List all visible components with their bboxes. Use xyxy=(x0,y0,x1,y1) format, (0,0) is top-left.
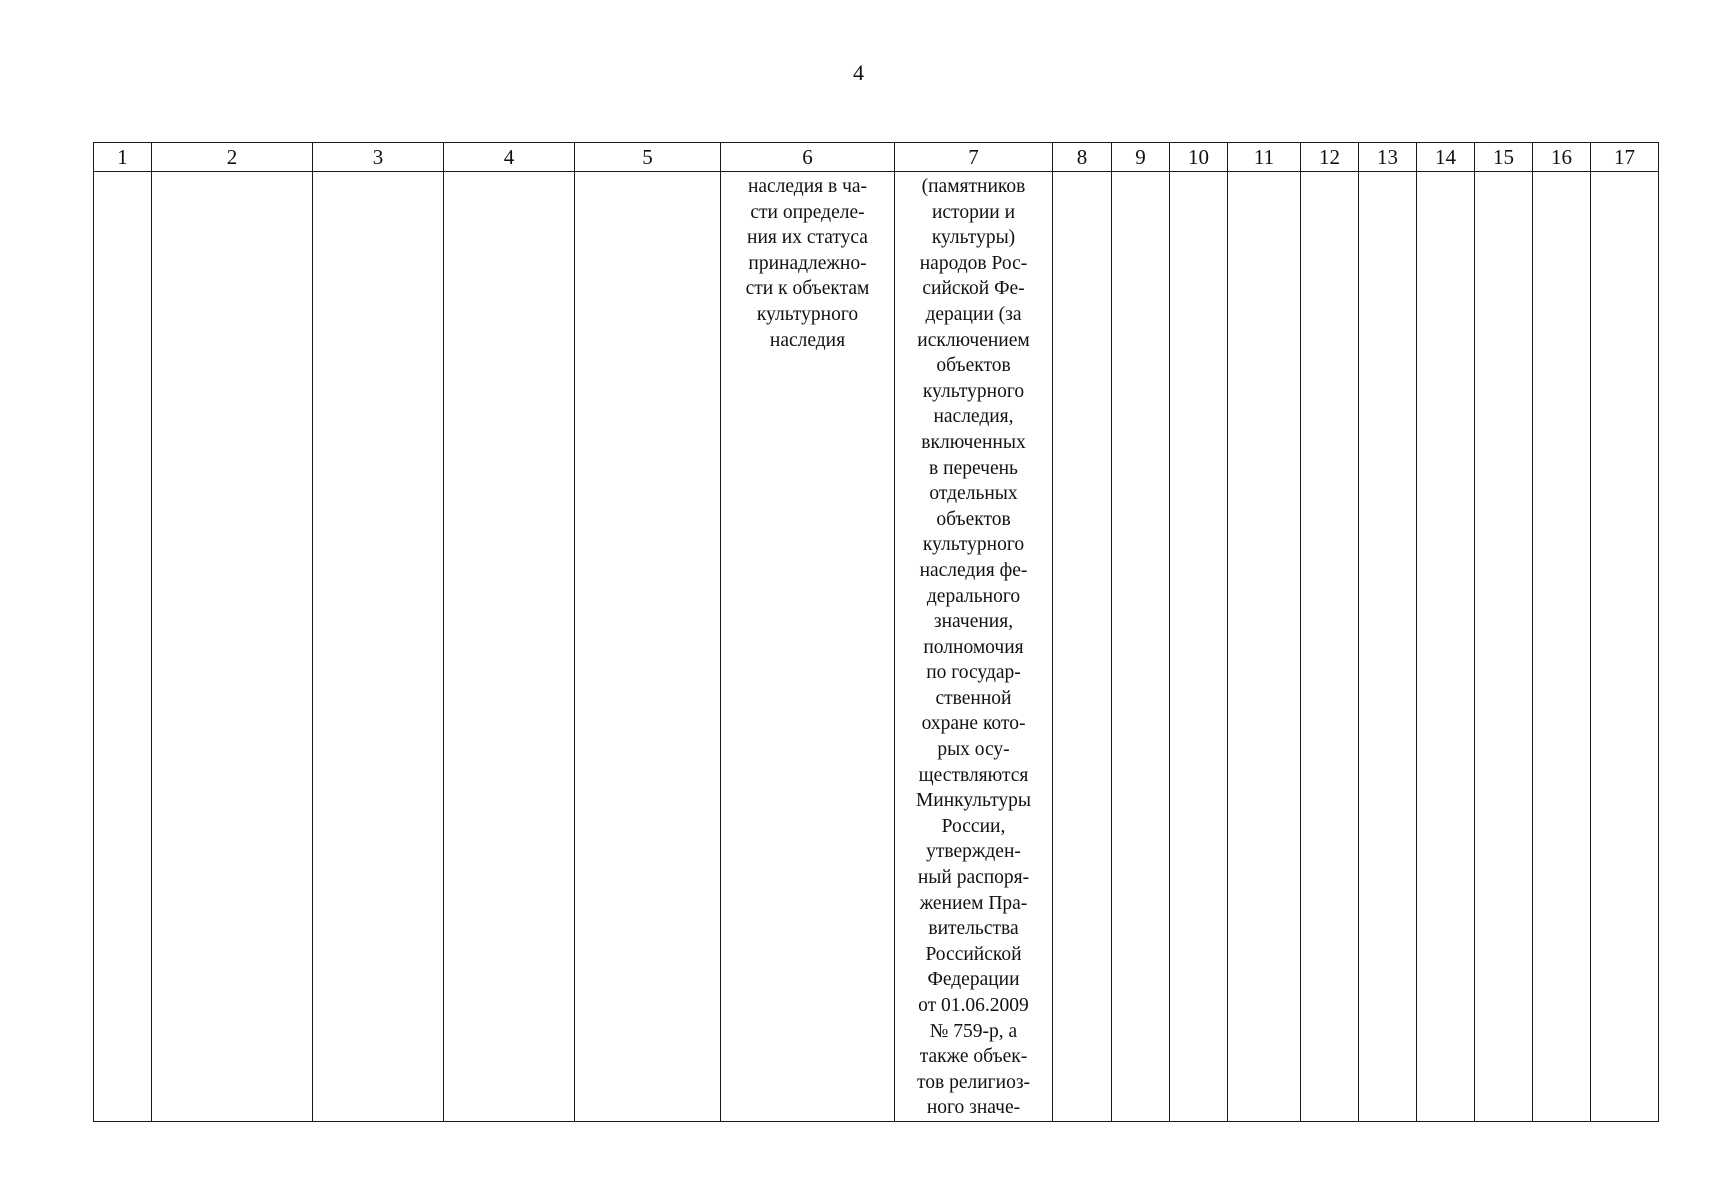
page-number: 4 xyxy=(853,60,864,85)
cell-col-3 xyxy=(313,172,444,1122)
text-line: ный распоря- xyxy=(917,867,1030,889)
cell-col-4 xyxy=(444,172,575,1122)
text-line: истории и xyxy=(931,201,1016,223)
column-header-3: 3 xyxy=(313,143,444,172)
text-line: охране кото- xyxy=(921,713,1026,735)
column-header-8: 8 xyxy=(1053,143,1112,172)
text-line: утвержден- xyxy=(926,841,1021,863)
text-line: сти к объектам xyxy=(745,278,870,300)
cell-col-9 xyxy=(1112,172,1170,1122)
column-header-9: 9 xyxy=(1112,143,1170,172)
cell-col-15 xyxy=(1475,172,1533,1122)
cell-col-7-text xyxy=(895,172,1052,1121)
cell-col-17 xyxy=(1591,172,1659,1122)
text-line: Федерации xyxy=(927,969,1020,991)
cell-col-10 xyxy=(1170,172,1228,1122)
text-line: культурного xyxy=(922,534,1025,556)
text-line: ществляются xyxy=(918,764,1029,786)
cell-col-7 xyxy=(895,172,1053,1122)
text-line: жением Пра- xyxy=(919,892,1028,914)
text-line: культурного xyxy=(756,303,859,325)
text-line: включенных xyxy=(921,431,1026,453)
cell-col-8 xyxy=(1053,172,1112,1122)
cell-col-6-text xyxy=(721,172,894,353)
column-header-15: 15 xyxy=(1475,143,1533,172)
text-line: также объек- xyxy=(919,1046,1028,1068)
text-line: принадлежно- xyxy=(748,252,867,274)
text-line: рых осу- xyxy=(937,739,1010,761)
text-line: от 01.06.2009 xyxy=(918,995,1029,1016)
text-line: исключением xyxy=(917,329,1030,351)
text-line: (памятников xyxy=(921,176,1026,197)
text-line: России, xyxy=(941,815,1006,837)
text-line: народов Рос- xyxy=(919,252,1028,274)
column-header-4: 4 xyxy=(444,143,575,172)
cell-col-6 xyxy=(721,172,895,1122)
text-line: Минкультуры xyxy=(915,790,1032,812)
column-header-1: 1 xyxy=(94,143,152,172)
text-line: дерального xyxy=(926,585,1021,607)
text-line: наследия xyxy=(769,329,846,351)
text-line: вительства xyxy=(928,918,1019,940)
column-header-11: 11 xyxy=(1228,143,1301,172)
text-line: сти определе- xyxy=(750,201,865,223)
cell-col-1 xyxy=(94,172,152,1122)
text-line: в перечень xyxy=(929,457,1018,479)
column-header-12: 12 xyxy=(1301,143,1359,172)
column-header-17: 17 xyxy=(1591,143,1659,172)
text-line: тов религиоз- xyxy=(916,1071,1031,1093)
cell-col-11 xyxy=(1228,172,1301,1122)
text-line: значения, xyxy=(933,611,1014,633)
cell-col-14 xyxy=(1417,172,1475,1122)
document-table xyxy=(93,142,1659,1122)
column-number-row xyxy=(94,143,1659,172)
cell-col-12 xyxy=(1301,172,1359,1122)
text-line: по государ- xyxy=(926,662,1021,684)
column-header-5: 5 xyxy=(575,143,721,172)
text-line: культуры) xyxy=(931,227,1016,249)
column-header-13: 13 xyxy=(1359,143,1417,172)
text-line: дерации (за xyxy=(925,303,1022,325)
column-header-6: 6 xyxy=(721,143,895,172)
text-line: отдельных xyxy=(929,483,1018,505)
cell-col-2 xyxy=(152,172,313,1122)
column-header-2: 2 xyxy=(152,143,313,172)
text-line: № 759-р, а xyxy=(929,1020,1018,1042)
table-row xyxy=(94,172,1659,1122)
column-header-16: 16 xyxy=(1533,143,1591,172)
text-line: наследия в ча- xyxy=(747,176,868,197)
cell-col-13 xyxy=(1359,172,1417,1122)
text-line: ного значе- xyxy=(926,1097,1021,1119)
text-line: сийской Фе- xyxy=(922,278,1025,300)
text-line: культурного xyxy=(922,380,1025,402)
text-line: полномочия xyxy=(923,636,1024,658)
text-line: Российской xyxy=(925,943,1022,965)
column-header-14: 14 xyxy=(1417,143,1475,172)
text-line: объектов xyxy=(936,355,1011,377)
column-header-10: 10 xyxy=(1170,143,1228,172)
cell-col-5 xyxy=(575,172,721,1122)
text-line: объектов xyxy=(936,508,1011,530)
text-line: наследия, xyxy=(933,406,1014,428)
text-line: ственной xyxy=(935,687,1012,709)
cell-col-16 xyxy=(1533,172,1591,1122)
text-line: наследия фе- xyxy=(919,559,1028,581)
text-line: ния их статуса xyxy=(747,227,868,249)
column-header-7: 7 xyxy=(895,143,1053,172)
